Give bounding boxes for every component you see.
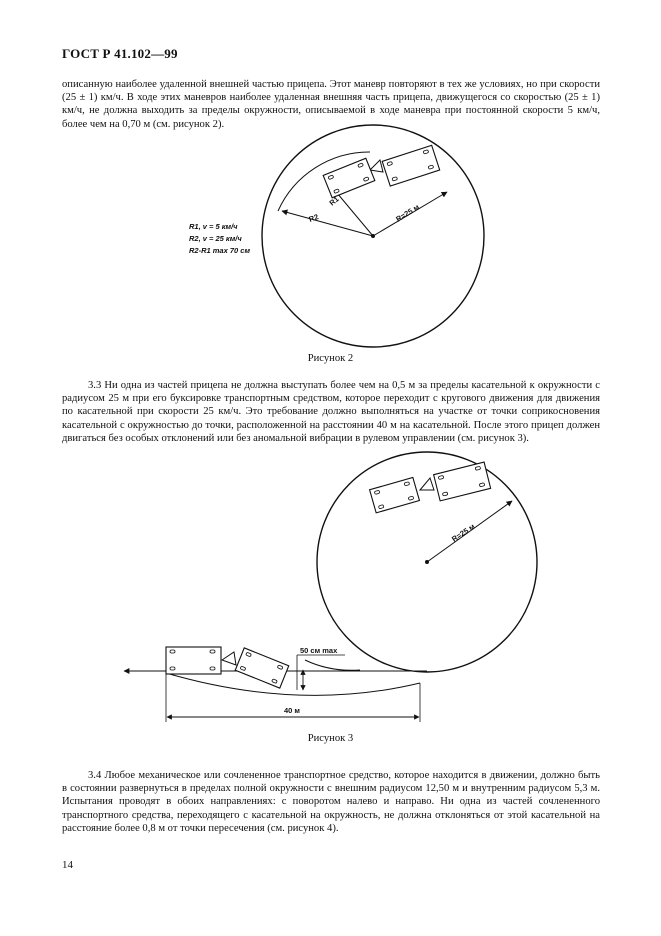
- figure2-diagram: [262, 125, 484, 347]
- figure3-trailer: [235, 648, 288, 688]
- document-header: ГОСТ Р 41.102—99: [62, 46, 178, 61]
- figure3-offset-label: 50 см max: [300, 646, 338, 655]
- figure3-trailer-path: [166, 673, 420, 695]
- legend-line-diff: R2-R1 max 70 см: [189, 246, 250, 255]
- figure3-distance-label: 40 м: [284, 706, 300, 715]
- figure2-hitch: [370, 160, 383, 172]
- figure3-curve-join: [305, 660, 360, 670]
- paragraph-continuation: описанную наиболее удаленной внешней частью прицепа. Этот маневр повторяют в тех же условиях, но при скорости (25 ± 1) км/ч. В ходе этих маневров наиболее удаленная внешняя часть прицепа, движущегося со скоростью (25 ± 1) км/ч, не должна выходить за пределы окружности, описываемой в ходе маневра при постоянной скорости 5 км/ч, более чем на 0,70 м (см. рисунок 2).: [62, 79, 600, 130]
- figure3-diagram: [124, 452, 537, 722]
- figure2-r1-label: R1: [327, 194, 341, 208]
- paragraph-3-4: 3.4 Любое механическое или сочлененное транспортное средство, которое находится в движении, должно быть в состоянии развернуться в пределах полной окружности с внешним радиусом 12,50 м и внутренним радиусом 5,3 м. Испытания проводят в обоих направлениях: с поворотом налево и направо. Ни одна из частей сочлененного транспортного средства, переходящего с касательной на окружность, не должна отклоняться от этой касательной на расстояние более 0,8 м от точки пересечения (см. рисунок 4).: [62, 770, 600, 834]
- figure3-radius-label: R=25 м: [450, 521, 477, 544]
- figure2-radius-label: R=25 м: [394, 202, 421, 224]
- legend-line-r2: R2, v = 25 км/ч: [189, 234, 242, 243]
- paragraph-3-3: 3.3 Ни одна из частей прицепа не должна выступать более чем на 0,5 м за пределы касательной к окружности с радиусом 25 м при его буксировке транспортным средством, которое переходит с кругового движения для движения по касательной при скорости 25 км/ч. Это требование должно выполняться на участке от точки соприкосновения касательной с окружностью до точки, расположенной на расстоянии 40 м на касательной. После этого прицеп должен двигаться без особых отклонений или без аномальной вибрации в рулевом управлении (см. рисунок 3).: [62, 380, 600, 444]
- figure3-circle-tractor: [434, 462, 491, 501]
- legend-line-r1: R1, v = 5 км/ч: [189, 222, 238, 231]
- figure2-caption: Рисунок 2: [307, 353, 354, 364]
- figure3-circle-hitch: [420, 478, 434, 490]
- figure3-caption: Рисунок 3: [307, 733, 354, 744]
- figure3-hitch: [222, 652, 236, 665]
- figure2-tractor: [382, 145, 439, 186]
- figure3-circle-trailer: [370, 477, 420, 512]
- figure2-trailer: [323, 158, 375, 197]
- figure2-radius-r2: [282, 211, 373, 236]
- page-number: 14: [62, 859, 73, 871]
- figure2-r2-label: R2: [307, 212, 320, 224]
- figure3-tractor: [166, 647, 221, 674]
